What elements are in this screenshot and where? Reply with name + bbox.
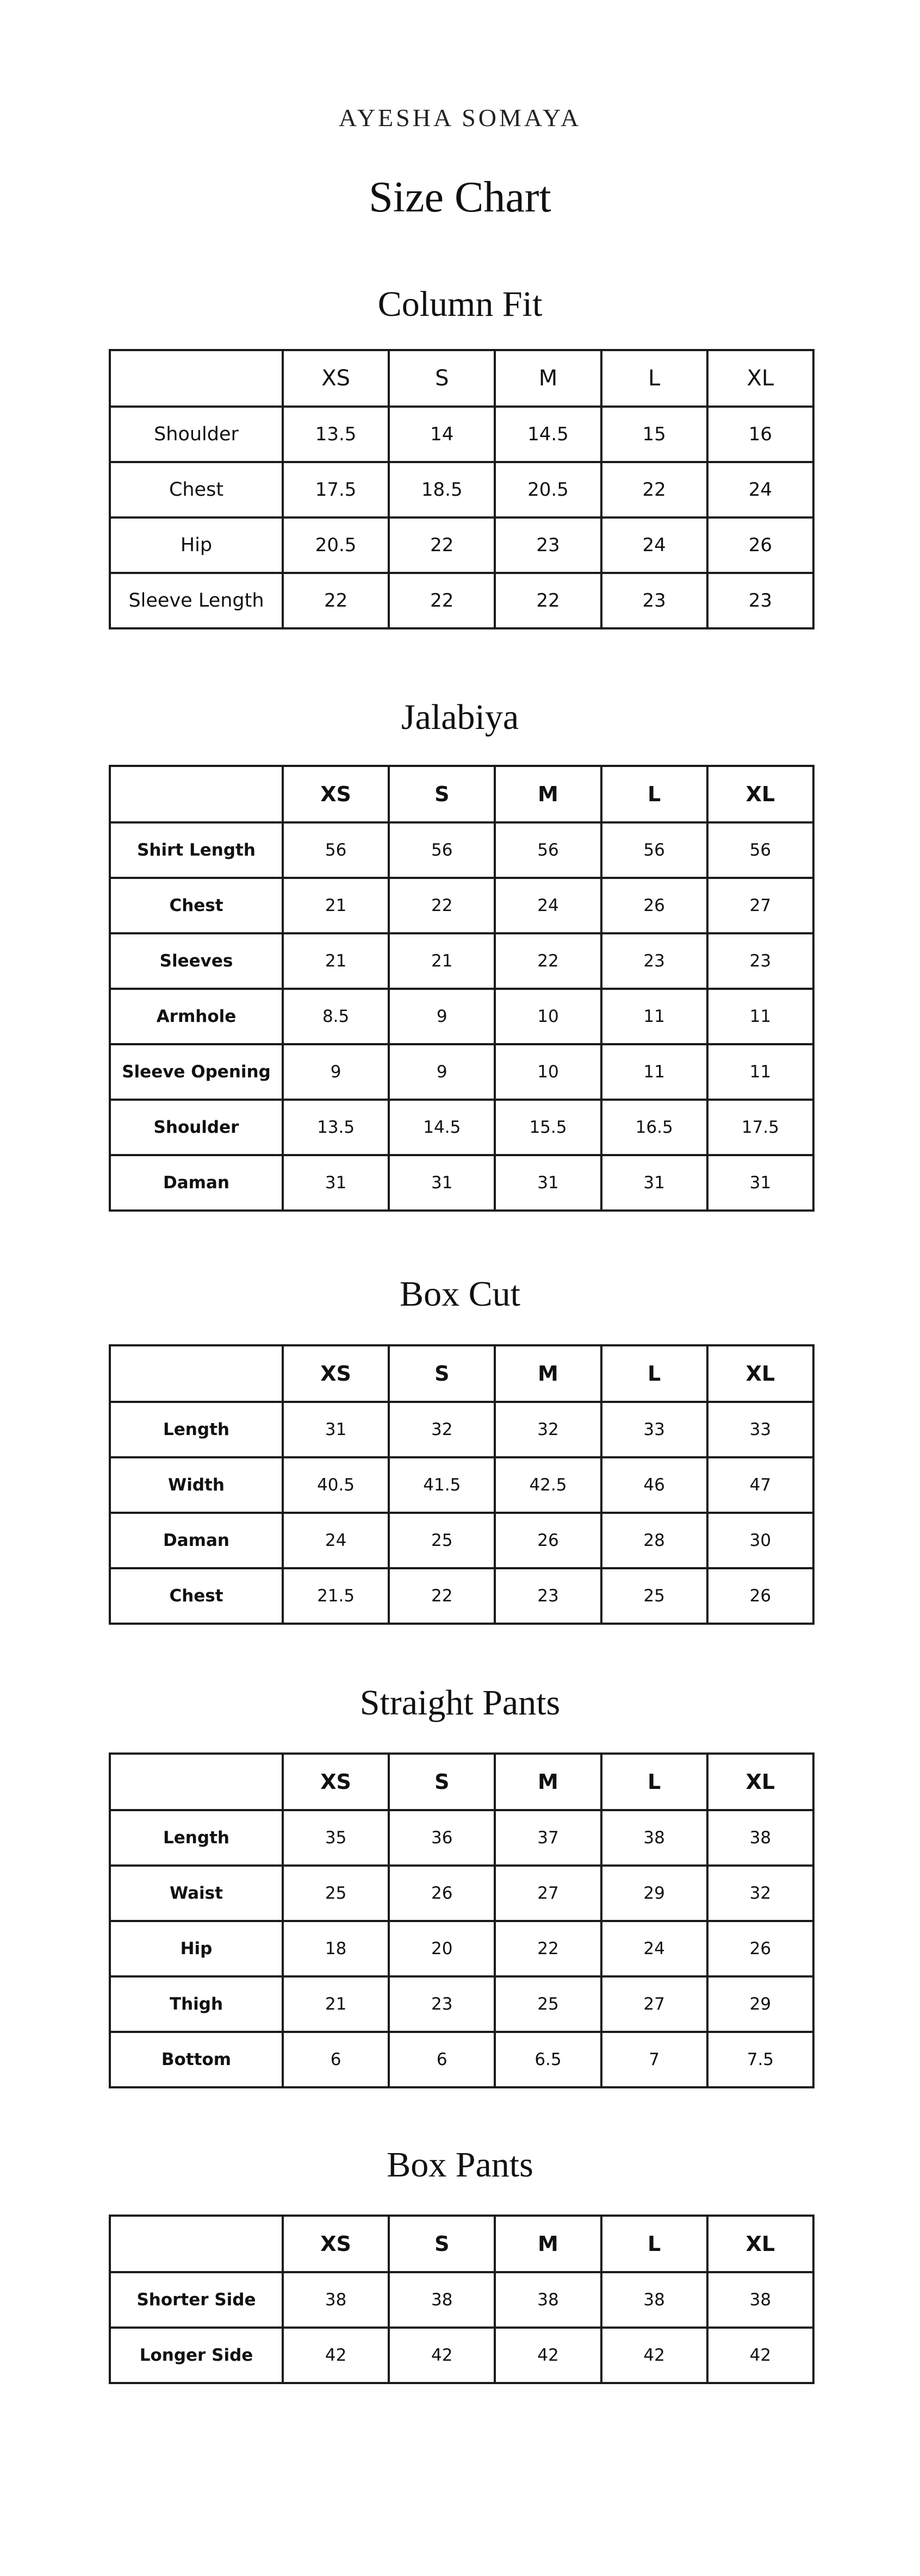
table-row	[110, 462, 813, 517]
table-cell: 35	[283, 1810, 389, 1866]
table-cell: 26	[707, 1568, 813, 1624]
size-header: XL	[707, 350, 813, 407]
table-cell: 31	[495, 1155, 601, 1211]
table-cell: 30	[707, 1513, 813, 1568]
table-row	[110, 1513, 813, 1568]
table-cell: 38	[707, 2272, 813, 2328]
table-cell: 23	[389, 1976, 495, 2032]
table-cell: 22	[389, 878, 495, 933]
table-cell: 17.5	[707, 1100, 813, 1155]
table-cell: 32	[389, 1402, 495, 1457]
table-cell: 42	[601, 2328, 707, 2383]
table-cell: 10	[495, 1044, 601, 1100]
table-header-row	[110, 350, 813, 407]
table-cell: 23	[707, 933, 813, 989]
table-cell: 24	[283, 1513, 389, 1568]
row-label: Daman	[110, 1155, 283, 1211]
table-cell: 37	[495, 1810, 601, 1866]
table-cell: 36	[389, 1810, 495, 1866]
table-row	[110, 878, 813, 933]
table-cell: 38	[601, 2272, 707, 2328]
table-cell: 8.5	[283, 989, 389, 1044]
table-cell: 10	[495, 989, 601, 1044]
jalabiya-table	[109, 765, 815, 1212]
size-header: L	[601, 766, 707, 822]
table-cell: 9	[389, 989, 495, 1044]
table-cell: 22	[389, 1568, 495, 1624]
table-cell: 11	[601, 1044, 707, 1100]
corner-cell	[110, 766, 283, 822]
table-cell: 14.5	[495, 407, 601, 462]
table-cell: 23	[601, 573, 707, 628]
table-cell: 38	[707, 1810, 813, 1866]
table-cell: 20	[389, 1921, 495, 1976]
corner-cell	[110, 1754, 283, 1810]
size-header: M	[495, 350, 601, 407]
corner-cell	[110, 350, 283, 407]
row-label: Shoulder	[110, 1100, 283, 1155]
page-title: Size Chart	[369, 173, 551, 221]
table-cell: 32	[707, 1866, 813, 1921]
row-label: Length	[110, 1810, 283, 1866]
table-cell: 9	[389, 1044, 495, 1100]
table-cell: 56	[389, 822, 495, 878]
size-header: L	[601, 1345, 707, 1402]
row-label: Chest	[110, 462, 283, 517]
table-cell: 42	[389, 2328, 495, 2383]
section-title: Jalabiya	[401, 697, 519, 737]
row-label: Chest	[110, 1568, 283, 1624]
size-header: L	[601, 350, 707, 407]
table-cell: 42	[707, 2328, 813, 2383]
size-header: XS	[283, 350, 389, 407]
table-cell: 31	[283, 1402, 389, 1457]
table-cell: 40.5	[283, 1457, 389, 1513]
table-cell: 23	[495, 1568, 601, 1624]
row-label: Bottom	[110, 2032, 283, 2087]
section-straight-pants	[0, 1679, 920, 1727]
table-cell: 14	[389, 407, 495, 462]
size-header: XL	[707, 2216, 813, 2272]
section-column-fit	[0, 280, 920, 329]
straight-pants-table	[109, 1752, 815, 2088]
table-row	[110, 1921, 813, 1976]
table-cell: 14.5	[389, 1100, 495, 1155]
table-cell: 21.5	[283, 1568, 389, 1624]
row-label: Armhole	[110, 989, 283, 1044]
table-row	[110, 573, 813, 628]
section-box-cut	[0, 1270, 920, 1319]
table-row	[110, 1044, 813, 1100]
table-cell: 42	[495, 2328, 601, 2383]
table-row	[110, 1866, 813, 1921]
size-header: S	[389, 1754, 495, 1810]
table-row	[110, 1568, 813, 1624]
table-cell: 15	[601, 407, 707, 462]
table-row	[110, 517, 813, 573]
section-title: Box Cut	[400, 1274, 520, 1314]
section-jalabiya	[0, 693, 920, 742]
size-header: S	[389, 2216, 495, 2272]
table-cell: 27	[601, 1976, 707, 2032]
size-header: XS	[283, 2216, 389, 2272]
table-header-row	[110, 2216, 813, 2272]
row-label: Thigh	[110, 1976, 283, 2032]
table-cell: 31	[707, 1155, 813, 1211]
section-title: Straight Pants	[359, 1683, 561, 1723]
row-label: Shorter Side	[110, 2272, 283, 2328]
table-cell: 29	[707, 1976, 813, 2032]
section-box-pants	[0, 2141, 920, 2190]
table-cell: 31	[283, 1155, 389, 1211]
table-cell: 24	[601, 517, 707, 573]
table-cell: 20.5	[283, 517, 389, 573]
size-header: XS	[283, 766, 389, 822]
size-header: XS	[283, 1754, 389, 1810]
table-cell: 29	[601, 1866, 707, 1921]
table-header-row	[110, 766, 813, 822]
table-cell: 22	[495, 573, 601, 628]
table-cell: 24	[707, 462, 813, 517]
row-label: Hip	[110, 1921, 283, 1976]
table-cell: 38	[283, 2272, 389, 2328]
row-label: Length	[110, 1402, 283, 1457]
table-cell: 26	[495, 1513, 601, 1568]
table-cell: 21	[283, 878, 389, 933]
table-cell: 26	[601, 878, 707, 933]
table-cell: 17.5	[283, 462, 389, 517]
table-cell: 38	[601, 1810, 707, 1866]
table-header-row	[110, 1345, 813, 1402]
table-row	[110, 2272, 813, 2328]
table-cell: 6.5	[495, 2032, 601, 2087]
table-cell: 33	[601, 1402, 707, 1457]
table-cell: 26	[389, 1866, 495, 1921]
table-row	[110, 1100, 813, 1155]
table-cell: 6	[283, 2032, 389, 2087]
table-cell: 28	[601, 1513, 707, 1568]
size-header: S	[389, 766, 495, 822]
table-cell: 18	[283, 1921, 389, 1976]
row-label: Daman	[110, 1513, 283, 1568]
table-row	[110, 407, 813, 462]
table-cell: 22	[389, 573, 495, 628]
section-title: Box Pants	[387, 2145, 533, 2185]
size-header: M	[495, 766, 601, 822]
table-cell: 56	[707, 822, 813, 878]
row-label: Sleeves	[110, 933, 283, 989]
table-cell: 33	[707, 1402, 813, 1457]
size-header: M	[495, 1345, 601, 1402]
table-row	[110, 1457, 813, 1513]
size-header: XS	[283, 1345, 389, 1402]
table-cell: 31	[389, 1155, 495, 1211]
table-cell: 22	[389, 517, 495, 573]
table-cell: 16	[707, 407, 813, 462]
table-cell: 7	[601, 2032, 707, 2087]
size-header: XL	[707, 1754, 813, 1810]
table-row	[110, 1402, 813, 1457]
table-cell: 27	[707, 878, 813, 933]
section-title: Column Fit	[377, 284, 543, 324]
row-label: Chest	[110, 878, 283, 933]
brand-name: AYESHA SOMAYA	[338, 104, 582, 132]
table-cell: 22	[283, 573, 389, 628]
table-cell: 31	[601, 1155, 707, 1211]
table-row	[110, 2032, 813, 2087]
table-cell: 24	[495, 878, 601, 933]
table-cell: 47	[707, 1457, 813, 1513]
table-cell: 38	[495, 2272, 601, 2328]
size-header: S	[389, 350, 495, 407]
table-cell: 11	[707, 989, 813, 1044]
size-header: L	[601, 2216, 707, 2272]
table-cell: 25	[283, 1866, 389, 1921]
row-label: Width	[110, 1457, 283, 1513]
table-row	[110, 1976, 813, 2032]
size-header: XL	[707, 766, 813, 822]
table-row	[110, 1155, 813, 1211]
corner-cell	[110, 2216, 283, 2272]
table-row	[110, 989, 813, 1044]
table-cell: 56	[283, 822, 389, 878]
table-cell: 18.5	[389, 462, 495, 517]
table-cell: 25	[495, 1976, 601, 2032]
table-cell: 25	[601, 1568, 707, 1624]
table-cell: 25	[389, 1513, 495, 1568]
table-cell: 41.5	[389, 1457, 495, 1513]
row-label: Waist	[110, 1866, 283, 1921]
table-cell: 15.5	[495, 1100, 601, 1155]
table-cell: 56	[601, 822, 707, 878]
table-cell: 21	[283, 1976, 389, 2032]
table-header-row	[110, 1754, 813, 1810]
table-cell: 46	[601, 1457, 707, 1513]
row-label: Hip	[110, 517, 283, 573]
table-row	[110, 2328, 813, 2383]
table-cell: 11	[601, 989, 707, 1044]
table-cell: 42	[283, 2328, 389, 2383]
table-row	[110, 933, 813, 989]
table-cell: 11	[707, 1044, 813, 1100]
table-cell: 9	[283, 1044, 389, 1100]
table-cell: 7.5	[707, 2032, 813, 2087]
table-cell: 13.5	[283, 1100, 389, 1155]
box-pants-table	[109, 2215, 815, 2384]
table-cell: 26	[707, 1921, 813, 1976]
table-cell: 20.5	[495, 462, 601, 517]
table-cell: 23	[495, 517, 601, 573]
size-header: L	[601, 1754, 707, 1810]
table-cell: 56	[495, 822, 601, 878]
table-cell: 38	[389, 2272, 495, 2328]
table-cell: 23	[707, 573, 813, 628]
table-cell: 26	[707, 517, 813, 573]
size-header: M	[495, 2216, 601, 2272]
size-header: S	[389, 1345, 495, 1402]
column-fit-table	[109, 349, 815, 629]
table-cell: 42.5	[495, 1457, 601, 1513]
table-cell: 6	[389, 2032, 495, 2087]
row-label: Shirt Length	[110, 822, 283, 878]
row-label: Shoulder	[110, 407, 283, 462]
table-cell: 13.5	[283, 407, 389, 462]
row-label: Sleeve Opening	[110, 1044, 283, 1100]
table-cell: 22	[601, 462, 707, 517]
table-cell: 27	[495, 1866, 601, 1921]
row-label: Sleeve Length	[110, 573, 283, 628]
table-cell: 24	[601, 1921, 707, 1976]
table-cell: 23	[601, 933, 707, 989]
table-cell: 21	[283, 933, 389, 989]
box-cut-table	[109, 1344, 815, 1625]
table-row	[110, 822, 813, 878]
table-cell: 16.5	[601, 1100, 707, 1155]
size-header: XL	[707, 1345, 813, 1402]
corner-cell	[110, 1345, 283, 1402]
row-label: Longer Side	[110, 2328, 283, 2383]
table-cell: 22	[495, 933, 601, 989]
table-row	[110, 1810, 813, 1866]
table-cell: 32	[495, 1402, 601, 1457]
table-cell: 22	[495, 1921, 601, 1976]
size-header: M	[495, 1754, 601, 1810]
table-cell: 21	[389, 933, 495, 989]
